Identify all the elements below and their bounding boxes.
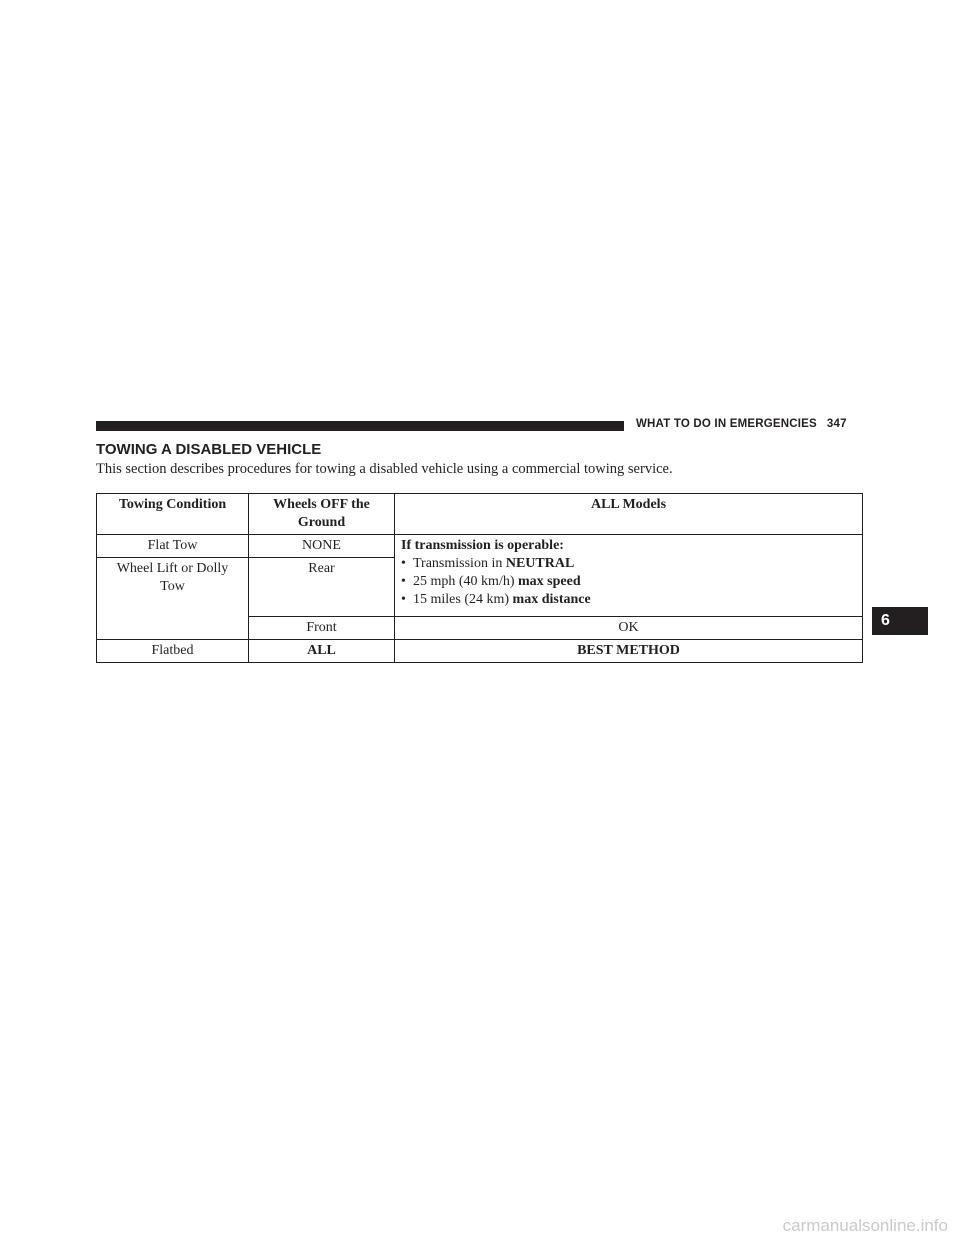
cell-wheel-lift-rear: Rear [249,558,395,617]
condition-emphasis: NEUTRAL [505,556,575,571]
watermark: carmanualsonline.info [782,1216,948,1235]
table-header-row [97,494,863,535]
condition-emphasis: max speed [518,574,581,589]
page-number: 347 [826,418,847,430]
section-title: TOWING A DISABLED VEHICLE [96,441,322,458]
header-towing-condition: Towing Condition [97,494,249,535]
cell-wheel-lift-front: Front [249,617,395,640]
towing-table [96,493,863,663]
cell-best-method: BEST METHOD [395,640,863,663]
cell-front-ok: OK [395,617,863,640]
chapter-tab: 6 [872,607,928,635]
header-rule [96,421,624,431]
table-row-flatbed [97,640,863,663]
running-header [636,418,847,434]
condition-text: 25 mph (40 km/h) [413,574,518,589]
cell-flatbed: Flatbed [97,640,249,663]
header-all-models: ALL Models [395,494,863,535]
cell-wheel-lift: Wheel Lift or Dolly Tow [97,558,249,640]
condition-item [401,573,856,591]
intro-paragraph: This section describes procedures for towing a disabled vehicle using a commercial towing service. [96,461,673,477]
table-row-flat-tow [97,535,863,558]
condition-text: Transmission in [413,556,506,571]
conditions-list [401,555,856,609]
condition-item [401,555,856,573]
condition-emphasis: max distance [512,592,591,607]
cell-conditions [395,535,863,617]
condition-item [401,591,856,609]
cell-flat-tow: Flat Tow [97,535,249,558]
cell-flat-tow-wheels: NONE [249,535,395,558]
header-wheels-off-ground: Wheels OFF the Ground [249,494,395,535]
header-section-title: WHAT TO DO IN EMERGENCIES [636,418,817,430]
conditions-heading: If transmission is operable: [401,538,564,553]
cell-flatbed-wheels: ALL [249,640,395,663]
condition-text: 15 miles (24 km) [413,592,513,607]
